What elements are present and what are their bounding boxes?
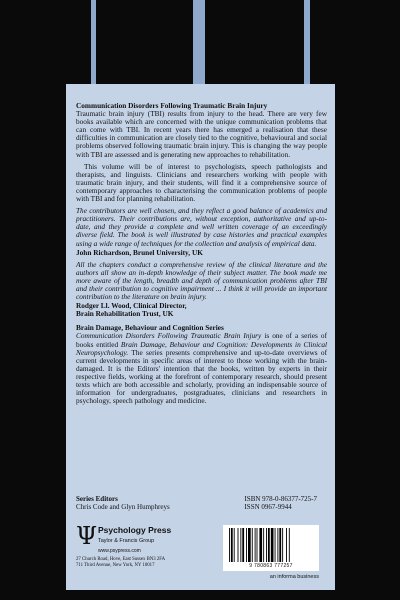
cover-footer — [76, 495, 327, 580]
series-paragraph — [76, 332, 327, 405]
review-quote-2: All the chapters conduct a comprehensive review of the clinical literature and the authors all show an in-depth knowledge of their subject matter. The book made me more aware of the length, breadth and depth of communication problems after TBI and their contribution to cognitive impairment ... I think it will provide an important contribution to the literature on brain injury. — [76, 259, 327, 302]
series-editors-names: Chris Code and Glyn Humphreys — [76, 503, 170, 511]
isbn-block — [244, 495, 317, 511]
isbn-number: ISBN 978-0-86377-725-7 — [244, 495, 317, 503]
barcode-bars-icon — [227, 528, 315, 562]
review-attribution-2a: Rodger Ll. Wood, Clinical Director, — [76, 301, 187, 311]
informa-tagline: an informa business — [269, 574, 319, 580]
issn-number: ISSN 0967-9944 — [244, 503, 292, 511]
decorative-bar-center — [193, 0, 205, 84]
review-attribution-1: John Richardson, Brunel University, UK — [76, 247, 203, 257]
publisher-logo — [76, 523, 196, 553]
book-heading: Communication Disorders Following Traumatic Brain Injury — [76, 101, 268, 110]
decorative-bar-right — [304, 0, 310, 84]
address-line-1: 27 Church Road, Hove, East Sussex BN3 2FA — [76, 557, 166, 562]
series-editors-label: Series Editors — [76, 495, 118, 503]
series-book-title: Communication Disorders Following Traumatic Brain Injury — [76, 331, 262, 341]
publisher-url: www.psypress.com — [98, 548, 141, 554]
address-line-2: 711 Third Avenue, New York, NY 10017 — [76, 563, 155, 568]
audience-paragraph: This volume will be of interest to psychologists, speech pathologists and therapists, and linguists. Clinicians and researchers working with people with traumatic brain injury, and their students, will find it a comprehensive source of contemporary approaches to characterising the communication problems of people with TBI and for planning rehabilitation. — [76, 161, 327, 204]
publisher-address — [76, 557, 165, 569]
barcode-number: 9 780863 777257 — [249, 563, 293, 569]
publisher-name: Psychology Press — [98, 525, 172, 535]
decorative-bar-left — [91, 0, 96, 84]
series-text-2: The series presents comprehensive and up-to-date overviews of current developments in specific areas of interest to those working with the brain-damaged. It is the Editors' intention that the books, written by experts in their respective fields, working at the forefront of contemporary research, should present texts which are both accessible and scholarly, providing an indispensable source of information for undergraduates, postgraduates, clinicians and researchers in psychology, speech pathology and medicine. — [76, 347, 327, 406]
back-cover-panel — [66, 84, 335, 590]
publisher-group: Taylor & Francis Group — [98, 538, 155, 544]
review-attribution-2b: Brain Rehabilitation Trust, UK — [76, 309, 174, 319]
psi-logo-icon: Ψ — [76, 522, 98, 550]
series-title: Brain Damage, Behaviour and Cognition Series — [76, 323, 224, 333]
intro-paragraph: Traumatic brain injury (TBI) results from injury to the head. There are very few books available which are concerned with the unique communication problems that can come with TBI. In recent years there has emerged a realisation that these difficulties in communication are closely tied to the cognitive, behavioural and social problems observed following traumatic brain injury. This is changing the way people with TBI are assessed and is generating new approaches to rehabilitation. — [76, 109, 327, 159]
series-text-1: is one of a series of books entitled — [76, 331, 327, 349]
series-name: Brain Damage, Behaviour and Cognition: Developments in Clinical Neuropsychology. — [76, 339, 328, 357]
barcode — [223, 525, 319, 571]
review-quote-1: The contributors are well chosen, and they reflect a good balance of academics and practitioners. Their contributions are, without exception, authoritative and up-to-date, and they provide a complete and well written coverage of an exceedingly diverse field. The book is well illustrated by case histories and practical examples using a wide range of techniques for the collection and analysis of empirical data. — [76, 206, 327, 248]
